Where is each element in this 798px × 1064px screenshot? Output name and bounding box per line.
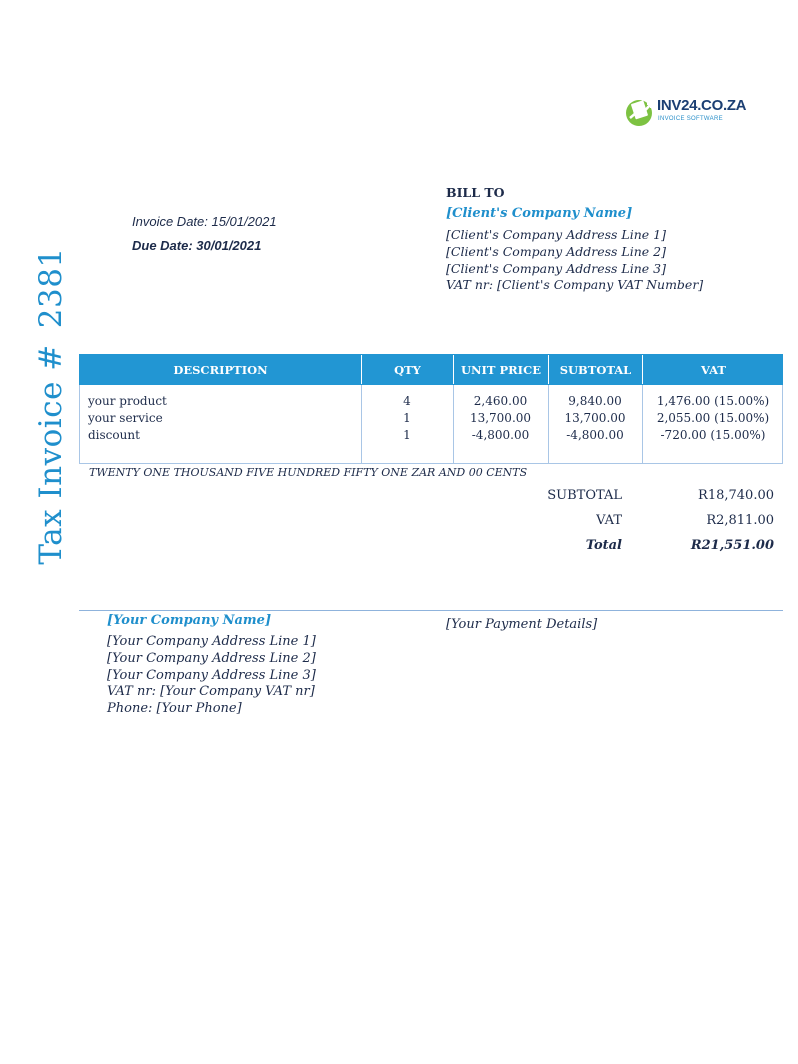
client-address-line: [Client's Company Address Line 3] — [446, 261, 666, 276]
invoice-number: 2381 — [33, 247, 69, 329]
your-company-phone: Phone: [Your Phone] — [107, 701, 242, 716]
table-header — [79, 354, 783, 385]
items-table — [79, 354, 783, 464]
cell-qty: 4 — [403, 394, 411, 408]
table-body — [79, 385, 783, 464]
vat-label: VAT — [596, 513, 622, 528]
cell-subtotal: 13,700.00 — [564, 411, 626, 425]
cell-unit-price: 2,460.00 — [473, 394, 528, 408]
payment-details: [Your Payment Details] — [446, 617, 598, 632]
cell-description: your service — [88, 411, 163, 425]
client-address-line: [Client's Company Address Line 1] — [446, 227, 666, 242]
cell-subtotal: 9,840.00 — [568, 394, 622, 408]
logo-mark-icon — [624, 96, 656, 128]
client-company-name: [Client's Company Name] — [446, 206, 633, 221]
your-company-name: [Your Company Name] — [107, 613, 272, 628]
invoice-date: Invoice Date: 15/01/2021 — [132, 214, 277, 229]
table-row — [80, 411, 782, 428]
cell-vat: 1,476.00 (15.00%) — [656, 394, 770, 408]
cell-qty: 1 — [403, 411, 411, 425]
due-date: Due Date: 30/01/2021 — [132, 238, 262, 253]
client-vat-number: VAT nr: [Client's Company VAT Number] — [446, 277, 704, 292]
company-logo — [624, 96, 747, 132]
footer-divider — [79, 610, 783, 611]
table-row — [80, 428, 782, 445]
cell-vat: 2,055.00 (15.00%) — [656, 411, 770, 425]
cell-description: your product — [88, 394, 167, 408]
column-header-subtotal: SUBTOTAL — [548, 355, 642, 384]
your-company-address-line: [Your Company Address Line 3] — [107, 668, 316, 683]
vat-value: R2,811.00 — [706, 513, 774, 528]
invoice-title-label: Tax Invoice # — [33, 344, 69, 565]
cell-subtotal: -4,800.00 — [566, 428, 624, 442]
bill-to-heading: BILL TO — [446, 185, 505, 200]
column-header-unit-price: UNIT PRICE — [453, 355, 548, 384]
column-header-vat: VAT — [642, 355, 784, 384]
cell-unit-price: 13,700.00 — [469, 411, 532, 425]
client-address-line: [Client's Company Address Line 2] — [446, 244, 666, 259]
your-company-address-line: [Your Company Address Line 1] — [107, 634, 316, 649]
logo-tagline: INVOICE SOFTWARE — [658, 116, 723, 122]
your-company-vat-number: VAT nr: [Your Company VAT nr] — [107, 684, 315, 699]
amount-in-words: TWENTY ONE THOUSAND FIVE HUNDRED FIFTY ONE ZAR AND 00 CENTS — [89, 466, 528, 479]
logo-brand: INV24.CO.ZA — [657, 97, 747, 114]
subtotal-value: R18,740.00 — [698, 488, 774, 503]
cell-description: discount — [88, 428, 140, 442]
table-row — [80, 394, 782, 411]
subtotal-label: SUBTOTAL — [547, 488, 622, 503]
cell-qty: 1 — [403, 428, 411, 442]
total-label: Total — [585, 538, 622, 553]
cell-unit-price: -4,800.00 — [471, 428, 530, 442]
cell-vat: -720.00 (15.00%) — [660, 428, 766, 442]
total-value: R21,551.00 — [690, 538, 774, 553]
column-header-description: DESCRIPTION — [173, 363, 268, 377]
column-header-qty: QTY — [361, 355, 453, 384]
your-company-address-line: [Your Company Address Line 2] — [107, 651, 316, 666]
